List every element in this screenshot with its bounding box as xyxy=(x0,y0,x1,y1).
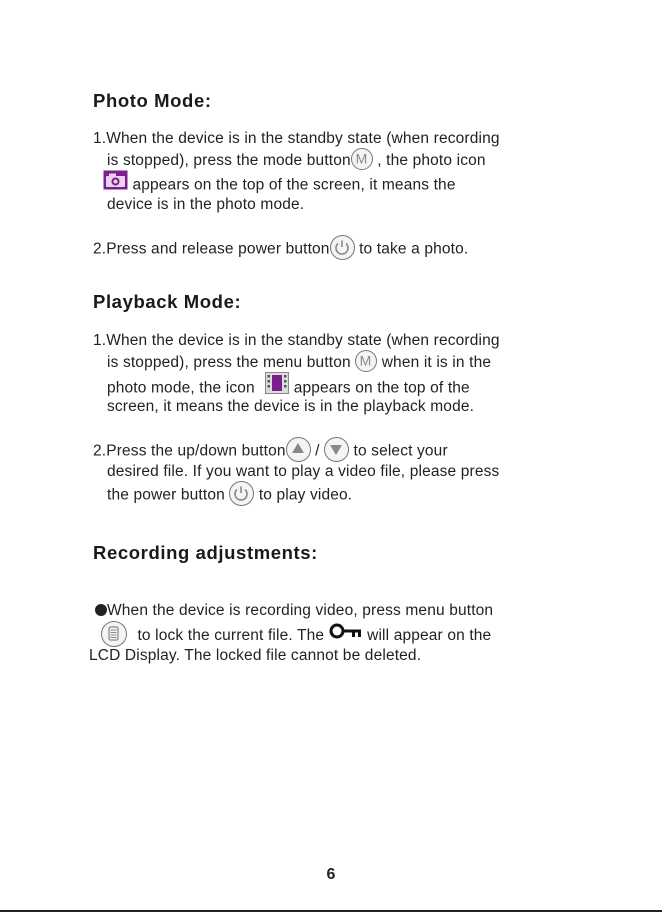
text-segment: appears on the top of the xyxy=(293,379,470,397)
playback-step2-line2: desired file. If you want to play a video file, please press xyxy=(107,463,500,480)
mode-button-icon xyxy=(351,148,373,170)
text-segment: photo mode, the icon xyxy=(107,379,255,397)
photo-step2 xyxy=(93,237,468,262)
text-segment: When the device is recording video, press menu button xyxy=(107,602,494,619)
menu-glyph: M xyxy=(359,352,372,369)
photo-mode-title: Photo Mode: xyxy=(93,90,212,111)
photo-step1-line2 xyxy=(107,150,486,172)
text-segment: / xyxy=(315,442,320,460)
playback-step1-line4: screen, it means the device is in the playback mode. xyxy=(107,398,475,415)
recording-adjustments-title: Recording adjustments: xyxy=(93,542,318,563)
page-number: 6 xyxy=(326,866,336,883)
playback-step1-line2 xyxy=(107,352,491,374)
text-segment: when it is in the xyxy=(381,354,492,372)
playback-step1-line1: 1.When the device is in the standby state (when recording xyxy=(93,332,500,349)
text-segment: 2.Press the up/down button xyxy=(93,442,286,460)
lock-menu-button-icon xyxy=(101,621,127,647)
bottom-rule xyxy=(0,910,662,912)
text-segment: the power button xyxy=(107,486,225,504)
text-segment: is stopped), press the menu button xyxy=(107,354,351,372)
text-segment: , the photo icon xyxy=(377,152,486,170)
text-segment: to lock the current file. The xyxy=(137,627,325,645)
recording-line1 xyxy=(95,600,493,622)
menu-button-icon xyxy=(355,350,377,372)
bullet-icon xyxy=(95,604,107,616)
up-button-icon xyxy=(286,437,311,462)
camera-icon xyxy=(103,170,128,197)
key-icon xyxy=(329,622,363,647)
text-segment: appears on the top of the screen, it means the xyxy=(132,176,456,194)
playback-mode-title: Playback Mode: xyxy=(93,291,242,312)
photo-step1-line1: 1.When the device is in the standby state (when recording xyxy=(93,130,500,147)
photo-step1-line4: device is in the photo mode. xyxy=(107,196,305,213)
text-segment: will appear on the xyxy=(367,627,492,645)
text-segment: is stopped), press the mode button xyxy=(107,152,351,170)
power-button-icon xyxy=(330,235,355,260)
playback-step2-line3 xyxy=(107,483,352,508)
text-segment: to take a photo. xyxy=(359,240,469,258)
down-button-icon xyxy=(324,437,349,462)
text-segment: to select your xyxy=(353,442,448,460)
recording-line3: LCD Display. The locked file cannot be deleted. xyxy=(89,647,422,664)
mode-glyph: M xyxy=(355,150,368,167)
power-button-icon xyxy=(229,481,254,506)
text-segment: 2.Press and release power button xyxy=(93,240,330,258)
text-segment: to play video. xyxy=(258,486,353,504)
